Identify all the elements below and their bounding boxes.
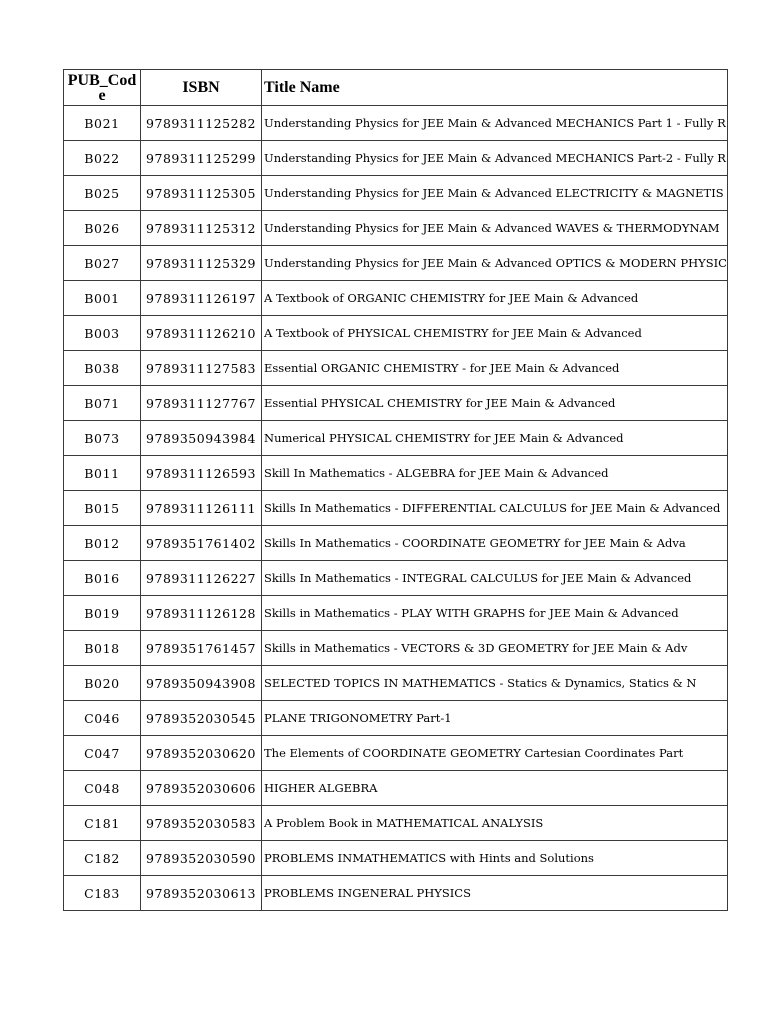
pub-code-cell: B001 — [64, 281, 141, 316]
table-row — [64, 561, 728, 596]
isbn-cell: 9789311126593 — [141, 456, 262, 491]
table-row — [64, 281, 728, 316]
isbn-cell: 9789311125299 — [141, 141, 262, 176]
pub-code-cell: B022 — [64, 141, 141, 176]
header-pub-code: PUB_Code — [64, 70, 141, 106]
pub-code-cell: B003 — [64, 316, 141, 351]
isbn-cell: 9789352030545 — [141, 701, 262, 736]
title-cell: Essential PHYSICAL CHEMISTRY for JEE Main & Advanced — [262, 386, 728, 421]
pub-code-cell: C046 — [64, 701, 141, 736]
isbn-cell: 9789352030613 — [141, 876, 262, 911]
pub-code-cell: B038 — [64, 351, 141, 386]
isbn-cell: 9789311125282 — [141, 106, 262, 141]
table-row — [64, 736, 728, 771]
isbn-cell: 9789311126210 — [141, 316, 262, 351]
title-cell: SELECTED TOPICS IN MATHEMATICS - Statics & Dynamics, Statics & N — [262, 666, 728, 701]
pub-code-cell: B011 — [64, 456, 141, 491]
title-cell: A Textbook of ORGANIC CHEMISTRY for JEE Main & Advanced — [262, 281, 728, 316]
pub-code-cell: C183 — [64, 876, 141, 911]
isbn-cell: 9789350943984 — [141, 421, 262, 456]
pub-code-cell: B019 — [64, 596, 141, 631]
header-isbn: ISBN — [141, 70, 262, 106]
isbn-cell: 9789311126227 — [141, 561, 262, 596]
table-row — [64, 246, 728, 281]
title-cell: A Textbook of PHYSICAL CHEMISTRY for JEE Main & Advanced — [262, 316, 728, 351]
table-row — [64, 771, 728, 806]
isbn-cell: 9789352030583 — [141, 806, 262, 841]
title-cell: Essential ORGANIC CHEMISTRY - for JEE Main & Advanced — [262, 351, 728, 386]
title-cell: PROBLEMS INMATHEMATICS with Hints and Solutions — [262, 841, 728, 876]
pub-code-cell: C048 — [64, 771, 141, 806]
isbn-cell: 9789350943908 — [141, 666, 262, 701]
pub-code-cell: B015 — [64, 491, 141, 526]
isbn-cell: 9789311126128 — [141, 596, 262, 631]
table-row — [64, 526, 728, 561]
isbn-cell: 9789352030620 — [141, 736, 262, 771]
title-cell: PROBLEMS INGENERAL PHYSICS — [262, 876, 728, 911]
isbn-cell: 9789311127583 — [141, 351, 262, 386]
pub-code-cell: B021 — [64, 106, 141, 141]
pub-code-cell: C181 — [64, 806, 141, 841]
pub-code-cell: B018 — [64, 631, 141, 666]
title-cell: Understanding Physics for JEE Main & Advanced MECHANICS Part 1 - Fully R — [262, 106, 728, 141]
header-title-name: Title Name — [262, 70, 728, 106]
pub-code-cell: B073 — [64, 421, 141, 456]
table-row — [64, 176, 728, 211]
table-row — [64, 631, 728, 666]
table-row — [64, 456, 728, 491]
isbn-cell: 9789311126111 — [141, 491, 262, 526]
title-cell: Skills In Mathematics - INTEGRAL CALCULUS for JEE Main & Advanced — [262, 561, 728, 596]
books-table — [63, 69, 728, 911]
table-row — [64, 141, 728, 176]
isbn-cell: 9789311125312 — [141, 211, 262, 246]
table-row — [64, 841, 728, 876]
table-row — [64, 806, 728, 841]
table-row — [64, 106, 728, 141]
title-cell: Understanding Physics for JEE Main & Advanced OPTICS & MODERN PHYSIC — [262, 246, 728, 281]
title-cell: Skill In Mathematics - ALGEBRA for JEE Main & Advanced — [262, 456, 728, 491]
table-row — [64, 701, 728, 736]
pub-code-cell: C047 — [64, 736, 141, 771]
title-cell: Understanding Physics for JEE Main & Advanced WAVES & THERMODYNAM — [262, 211, 728, 246]
table-row — [64, 421, 728, 456]
pub-code-cell: B027 — [64, 246, 141, 281]
title-cell: HIGHER ALGEBRA — [262, 771, 728, 806]
table-row — [64, 876, 728, 911]
title-cell: Understanding Physics for JEE Main & Advanced ELECTRICITY & MAGNETIS — [262, 176, 728, 211]
title-cell: A Problem Book in MATHEMATICAL ANALYSIS — [262, 806, 728, 841]
pub-code-cell: B026 — [64, 211, 141, 246]
pub-code-cell: C182 — [64, 841, 141, 876]
isbn-cell: 9789351761402 — [141, 526, 262, 561]
isbn-cell: 9789311125305 — [141, 176, 262, 211]
table-row — [64, 386, 728, 421]
pub-code-cell: B016 — [64, 561, 141, 596]
title-cell: Numerical PHYSICAL CHEMISTRY for JEE Main & Advanced — [262, 421, 728, 456]
title-cell: Understanding Physics for JEE Main & Advanced MECHANICS Part-2 - Fully R — [262, 141, 728, 176]
table-row — [64, 211, 728, 246]
isbn-cell: 9789311127767 — [141, 386, 262, 421]
title-cell: Skills In Mathematics - COORDINATE GEOMETRY for JEE Main & Adva — [262, 526, 728, 561]
title-cell: Skills in Mathematics - VECTORS & 3D GEOMETRY for JEE Main & Adv — [262, 631, 728, 666]
header-row — [64, 70, 728, 106]
title-cell: Skills in Mathematics - PLAY WITH GRAPHS for JEE Main & Advanced — [262, 596, 728, 631]
isbn-cell: 9789311125329 — [141, 246, 262, 281]
isbn-cell: 9789352030606 — [141, 771, 262, 806]
title-cell: Skills In Mathematics - DIFFERENTIAL CALCULUS for JEE Main & Advanced — [262, 491, 728, 526]
isbn-cell: 9789352030590 — [141, 841, 262, 876]
table-row — [64, 316, 728, 351]
table-row — [64, 351, 728, 386]
title-cell: PLANE TRIGONOMETRY Part-1 — [262, 701, 728, 736]
pub-code-cell: B012 — [64, 526, 141, 561]
pub-code-cell: B025 — [64, 176, 141, 211]
isbn-cell: 9789351761457 — [141, 631, 262, 666]
title-cell: The Elements of COORDINATE GEOMETRY Cartesian Coordinates Part — [262, 736, 728, 771]
pub-code-cell: B071 — [64, 386, 141, 421]
table-row — [64, 596, 728, 631]
pub-code-cell: B020 — [64, 666, 141, 701]
isbn-cell: 9789311126197 — [141, 281, 262, 316]
table-row — [64, 666, 728, 701]
table-row — [64, 491, 728, 526]
